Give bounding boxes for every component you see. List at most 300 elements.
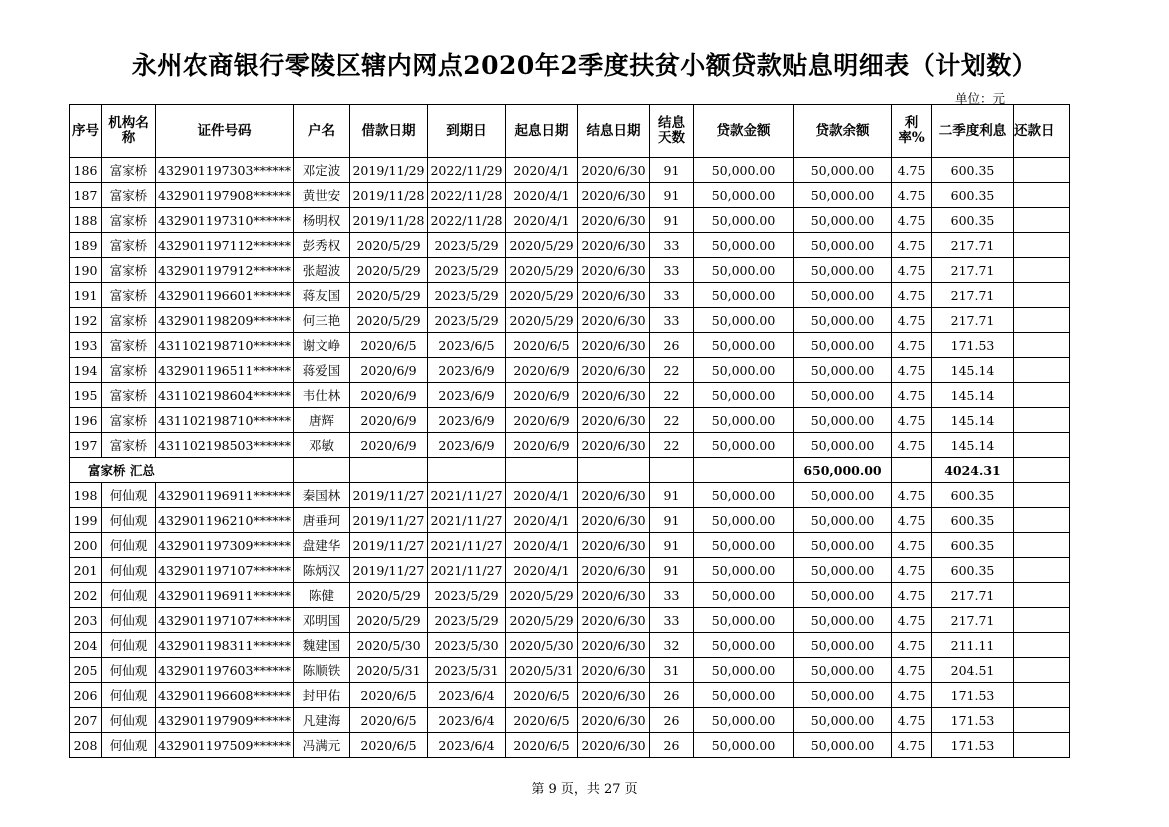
cell-amount: 50,000.00 xyxy=(694,483,794,508)
cell-balance: 50,000.00 xyxy=(794,408,892,433)
empty-cell xyxy=(694,458,794,483)
cell-interest: 600.35 xyxy=(932,208,1014,233)
cell-end: 2020/6/30 xyxy=(578,208,650,233)
cell-rate: 4.75 xyxy=(892,158,932,183)
cell-start: 2020/4/1 xyxy=(506,558,578,583)
cell-org: 富家桥 xyxy=(102,208,156,233)
cell-interest: 145.14 xyxy=(932,358,1014,383)
cell-id: 432901196911****** xyxy=(156,483,294,508)
cell-due: 2023/6/4 xyxy=(428,683,506,708)
cell-no: 195 xyxy=(70,383,102,408)
table-row xyxy=(70,658,1070,683)
cell-name: 凡建海 xyxy=(294,708,350,733)
cell-balance: 50,000.00 xyxy=(794,158,892,183)
cell-loan-date: 2020/6/5 xyxy=(350,683,428,708)
cell-id: 431102198503****** xyxy=(156,433,294,458)
cell-balance: 50,000.00 xyxy=(794,383,892,408)
cell-org: 何仙观 xyxy=(102,533,156,558)
cell-loan-date: 2020/6/5 xyxy=(350,333,428,358)
table-row xyxy=(70,308,1070,333)
cell-interest: 145.14 xyxy=(932,433,1014,458)
cell-interest: 217.71 xyxy=(932,233,1014,258)
cell-no: 189 xyxy=(70,233,102,258)
cell-org: 何仙观 xyxy=(102,733,156,758)
header-repay: 还款日 xyxy=(1014,105,1070,158)
cell-rate: 4.75 xyxy=(892,358,932,383)
cell-days: 33 xyxy=(650,608,694,633)
cell-no: 196 xyxy=(70,408,102,433)
cell-end: 2020/6/30 xyxy=(578,533,650,558)
cell-balance: 50,000.00 xyxy=(794,308,892,333)
table-row xyxy=(70,733,1070,758)
cell-end: 2020/6/30 xyxy=(578,283,650,308)
cell-interest: 600.35 xyxy=(932,183,1014,208)
cell-due: 2023/6/9 xyxy=(428,408,506,433)
cell-repay xyxy=(1014,733,1070,758)
cell-interest: 600.35 xyxy=(932,483,1014,508)
table-row xyxy=(70,483,1070,508)
cell-start: 2020/4/1 xyxy=(506,508,578,533)
cell-balance: 50,000.00 xyxy=(794,558,892,583)
cell-start: 2020/6/9 xyxy=(506,383,578,408)
cell-org: 富家桥 xyxy=(102,408,156,433)
table-row xyxy=(70,608,1070,633)
header-name: 户名 xyxy=(294,105,350,158)
cell-start: 2020/4/1 xyxy=(506,158,578,183)
cell-repay xyxy=(1014,383,1070,408)
cell-org: 富家桥 xyxy=(102,158,156,183)
cell-repay xyxy=(1014,533,1070,558)
cell-rate: 4.75 xyxy=(892,558,932,583)
cell-start: 2020/4/1 xyxy=(506,483,578,508)
table-row xyxy=(70,158,1070,183)
cell-due: 2022/11/29 xyxy=(428,158,506,183)
cell-interest: 211.11 xyxy=(932,633,1014,658)
cell-id: 432901196210****** xyxy=(156,508,294,533)
cell-no: 188 xyxy=(70,208,102,233)
cell-id: 432901197509****** xyxy=(156,733,294,758)
table-row xyxy=(70,333,1070,358)
cell-rate: 4.75 xyxy=(892,658,932,683)
cell-name: 盘建华 xyxy=(294,533,350,558)
cell-loan-date: 2020/5/29 xyxy=(350,308,428,333)
cell-name: 彭秀权 xyxy=(294,233,350,258)
cell-loan-date: 2020/5/29 xyxy=(350,233,428,258)
cell-repay xyxy=(1014,608,1070,633)
cell-amount: 50,000.00 xyxy=(694,158,794,183)
table-row xyxy=(70,708,1070,733)
page-title: 永州农商银行零陵区辖内网点2020年2季度扶贫小额贷款贴息明细表（计划数） xyxy=(131,51,1038,80)
cell-id: 432901197303****** xyxy=(156,158,294,183)
cell-days: 91 xyxy=(650,183,694,208)
cell-org: 富家桥 xyxy=(102,383,156,408)
cell-id: 432901198209****** xyxy=(156,308,294,333)
cell-interest: 600.35 xyxy=(932,158,1014,183)
header-rate-text: 利率% xyxy=(898,115,925,146)
cell-org: 何仙观 xyxy=(102,558,156,583)
cell-loan-date: 2019/11/29 xyxy=(350,158,428,183)
cell-end: 2020/6/30 xyxy=(578,483,650,508)
cell-no: 206 xyxy=(70,683,102,708)
cell-due: 2023/5/30 xyxy=(428,633,506,658)
cell-rate: 4.75 xyxy=(892,308,932,333)
cell-rate: 4.75 xyxy=(892,333,932,358)
cell-due: 2023/5/29 xyxy=(428,233,506,258)
cell-balance: 50,000.00 xyxy=(794,358,892,383)
cell-days: 26 xyxy=(650,333,694,358)
cell-repay xyxy=(1014,183,1070,208)
cell-loan-date: 2019/11/27 xyxy=(350,483,428,508)
cell-end: 2020/6/30 xyxy=(578,583,650,608)
cell-end: 2020/6/30 xyxy=(578,558,650,583)
cell-loan-date: 2020/5/31 xyxy=(350,658,428,683)
cell-no: 191 xyxy=(70,283,102,308)
cell-end: 2020/6/30 xyxy=(578,433,650,458)
page-footer: 第 9 页，共 27 页 xyxy=(531,782,638,797)
cell-rate: 4.75 xyxy=(892,233,932,258)
cell-name: 陈健 xyxy=(294,583,350,608)
empty-cell xyxy=(578,458,650,483)
cell-start: 2020/4/1 xyxy=(506,183,578,208)
cell-start: 2020/5/29 xyxy=(506,608,578,633)
cell-repay xyxy=(1014,483,1070,508)
table-row xyxy=(70,283,1070,308)
cell-balance: 50,000.00 xyxy=(794,608,892,633)
cell-id: 432901198311****** xyxy=(156,633,294,658)
cell-repay xyxy=(1014,358,1070,383)
cell-name: 邓敏 xyxy=(294,433,350,458)
header-loan-date: 借款日期 xyxy=(350,105,428,158)
cell-end: 2020/6/30 xyxy=(578,608,650,633)
cell-amount: 50,000.00 xyxy=(694,308,794,333)
cell-no: 200 xyxy=(70,533,102,558)
cell-due: 2021/11/27 xyxy=(428,483,506,508)
cell-repay xyxy=(1014,658,1070,683)
cell-end: 2020/6/30 xyxy=(578,383,650,408)
cell-balance: 50,000.00 xyxy=(794,233,892,258)
cell-id: 431102198604****** xyxy=(156,383,294,408)
header-org xyxy=(102,105,156,158)
cell-balance: 50,000.00 xyxy=(794,533,892,558)
cell-no: 201 xyxy=(70,558,102,583)
empty-cell xyxy=(294,458,350,483)
cell-rate: 4.75 xyxy=(892,583,932,608)
cell-end: 2020/6/30 xyxy=(578,333,650,358)
cell-amount: 50,000.00 xyxy=(694,583,794,608)
cell-days: 22 xyxy=(650,383,694,408)
cell-no: 197 xyxy=(70,433,102,458)
table-row xyxy=(70,208,1070,233)
cell-id: 432901196601****** xyxy=(156,283,294,308)
cell-end: 2020/6/30 xyxy=(578,658,650,683)
cell-days: 91 xyxy=(650,158,694,183)
cell-end: 2020/6/30 xyxy=(578,633,650,658)
cell-balance: 50,000.00 xyxy=(794,333,892,358)
cell-due: 2023/6/9 xyxy=(428,433,506,458)
cell-days: 91 xyxy=(650,558,694,583)
cell-start: 2020/5/29 xyxy=(506,233,578,258)
cell-interest: 171.53 xyxy=(932,708,1014,733)
cell-id: 432901197603****** xyxy=(156,658,294,683)
cell-days: 33 xyxy=(650,308,694,333)
table-header-row xyxy=(70,105,1070,158)
cell-start: 2020/6/9 xyxy=(506,408,578,433)
header-start: 起息日期 xyxy=(506,105,578,158)
cell-days: 91 xyxy=(650,208,694,233)
cell-no: 203 xyxy=(70,608,102,633)
cell-amount: 50,000.00 xyxy=(694,633,794,658)
cell-no: 187 xyxy=(70,183,102,208)
cell-rate: 4.75 xyxy=(892,183,932,208)
cell-end: 2020/6/30 xyxy=(578,733,650,758)
cell-interest: 204.51 xyxy=(932,658,1014,683)
cell-repay xyxy=(1014,683,1070,708)
cell-start: 2020/6/5 xyxy=(506,733,578,758)
cell-org: 何仙观 xyxy=(102,483,156,508)
cell-rate: 4.75 xyxy=(892,208,932,233)
cell-balance: 50,000.00 xyxy=(794,183,892,208)
unit-label: 单位：元 xyxy=(954,91,1005,106)
cell-loan-date: 2019/11/27 xyxy=(350,533,428,558)
cell-repay xyxy=(1014,283,1070,308)
cell-amount: 50,000.00 xyxy=(694,608,794,633)
header-days-text: 结息天数 xyxy=(658,115,685,146)
cell-rate: 4.75 xyxy=(892,708,932,733)
cell-days: 22 xyxy=(650,358,694,383)
cell-name: 唐垂珂 xyxy=(294,508,350,533)
cell-repay xyxy=(1014,558,1070,583)
cell-due: 2023/6/5 xyxy=(428,333,506,358)
empty-cell xyxy=(506,458,578,483)
cell-days: 26 xyxy=(650,683,694,708)
cell-id: 432901196608****** xyxy=(156,683,294,708)
cell-no: 204 xyxy=(70,633,102,658)
table-row xyxy=(70,383,1070,408)
header-days xyxy=(650,105,694,158)
cell-amount: 50,000.00 xyxy=(694,558,794,583)
cell-start: 2020/5/29 xyxy=(506,308,578,333)
cell-name: 何三艳 xyxy=(294,308,350,333)
cell-loan-date: 2020/6/5 xyxy=(350,733,428,758)
cell-rate: 4.75 xyxy=(892,383,932,408)
cell-balance: 50,000.00 xyxy=(794,708,892,733)
cell-no: 199 xyxy=(70,508,102,533)
cell-due: 2023/6/4 xyxy=(428,708,506,733)
header-due: 到期日 xyxy=(428,105,506,158)
cell-days: 22 xyxy=(650,408,694,433)
cell-id: 432901197107****** xyxy=(156,608,294,633)
cell-name: 谢文峥 xyxy=(294,333,350,358)
cell-no: 192 xyxy=(70,308,102,333)
cell-interest: 217.71 xyxy=(932,608,1014,633)
cell-rate: 4.75 xyxy=(892,258,932,283)
header-no: 序号 xyxy=(70,105,102,158)
header-balance: 贷款余额 xyxy=(794,105,892,158)
cell-no: 198 xyxy=(70,483,102,508)
cell-due: 2022/11/28 xyxy=(428,183,506,208)
cell-id: 432901197908****** xyxy=(156,183,294,208)
cell-repay xyxy=(1014,258,1070,283)
cell-days: 26 xyxy=(650,733,694,758)
cell-org: 富家桥 xyxy=(102,308,156,333)
cell-name: 蒋爱国 xyxy=(294,358,350,383)
cell-name: 韦仕林 xyxy=(294,383,350,408)
cell-due: 2021/11/27 xyxy=(428,558,506,583)
cell-loan-date: 2019/11/28 xyxy=(350,183,428,208)
cell-repay xyxy=(1014,408,1070,433)
cell-id: 432901196911****** xyxy=(156,583,294,608)
cell-end: 2020/6/30 xyxy=(578,158,650,183)
subtotal-balance: 650,000.00 xyxy=(794,458,892,483)
cell-name: 黄世安 xyxy=(294,183,350,208)
header-end: 结息日期 xyxy=(578,105,650,158)
cell-loan-date: 2019/11/27 xyxy=(350,558,428,583)
cell-end: 2020/6/30 xyxy=(578,358,650,383)
table-row xyxy=(70,358,1070,383)
cell-name: 陈顺铁 xyxy=(294,658,350,683)
empty-cell xyxy=(650,458,694,483)
cell-loan-date: 2020/5/29 xyxy=(350,608,428,633)
cell-rate: 4.75 xyxy=(892,283,932,308)
cell-days: 91 xyxy=(650,508,694,533)
cell-amount: 50,000.00 xyxy=(694,383,794,408)
cell-end: 2020/6/30 xyxy=(578,233,650,258)
empty-cell xyxy=(350,458,428,483)
cell-amount: 50,000.00 xyxy=(694,258,794,283)
cell-balance: 50,000.00 xyxy=(794,258,892,283)
cell-org: 富家桥 xyxy=(102,233,156,258)
cell-id: 432901197112****** xyxy=(156,233,294,258)
cell-loan-date: 2020/6/9 xyxy=(350,383,428,408)
cell-interest: 171.53 xyxy=(932,333,1014,358)
cell-days: 33 xyxy=(650,258,694,283)
cell-due: 2023/5/29 xyxy=(428,283,506,308)
cell-org: 何仙观 xyxy=(102,508,156,533)
cell-interest: 600.35 xyxy=(932,533,1014,558)
cell-start: 2020/5/29 xyxy=(506,283,578,308)
cell-rate: 4.75 xyxy=(892,483,932,508)
cell-no: 208 xyxy=(70,733,102,758)
cell-org: 富家桥 xyxy=(102,283,156,308)
cell-amount: 50,000.00 xyxy=(694,508,794,533)
cell-id: 431102198710****** xyxy=(156,408,294,433)
interest-table xyxy=(69,104,1070,758)
cell-start: 2020/4/1 xyxy=(506,533,578,558)
cell-due: 2021/11/27 xyxy=(428,508,506,533)
cell-org: 富家桥 xyxy=(102,333,156,358)
cell-start: 2020/5/30 xyxy=(506,633,578,658)
cell-days: 22 xyxy=(650,433,694,458)
cell-days: 33 xyxy=(650,233,694,258)
cell-loan-date: 2020/5/30 xyxy=(350,633,428,658)
table-row xyxy=(70,183,1070,208)
cell-id: 431102198710****** xyxy=(156,333,294,358)
cell-rate: 4.75 xyxy=(892,733,932,758)
cell-name: 唐辉 xyxy=(294,408,350,433)
table-row xyxy=(70,508,1070,533)
cell-amount: 50,000.00 xyxy=(694,408,794,433)
cell-start: 2020/6/5 xyxy=(506,333,578,358)
cell-interest: 217.71 xyxy=(932,283,1014,308)
header-rate xyxy=(892,105,932,158)
cell-amount: 50,000.00 xyxy=(694,708,794,733)
cell-no: 190 xyxy=(70,258,102,283)
cell-id: 432901197909****** xyxy=(156,708,294,733)
cell-rate: 4.75 xyxy=(892,533,932,558)
cell-repay xyxy=(1014,208,1070,233)
cell-end: 2020/6/30 xyxy=(578,508,650,533)
cell-org: 何仙观 xyxy=(102,583,156,608)
cell-no: 194 xyxy=(70,358,102,383)
cell-due: 2023/5/29 xyxy=(428,258,506,283)
empty-cell xyxy=(892,458,932,483)
cell-name: 邓明国 xyxy=(294,608,350,633)
cell-start: 2020/5/31 xyxy=(506,658,578,683)
cell-loan-date: 2020/6/9 xyxy=(350,408,428,433)
cell-amount: 50,000.00 xyxy=(694,358,794,383)
subtotal-interest: 4024.31 xyxy=(932,458,1014,483)
cell-id: 432901196511****** xyxy=(156,358,294,383)
cell-days: 32 xyxy=(650,633,694,658)
cell-name: 张超波 xyxy=(294,258,350,283)
subtotal-label: 富家桥 汇总 xyxy=(70,458,294,483)
cell-loan-date: 2020/5/29 xyxy=(350,283,428,308)
cell-org: 富家桥 xyxy=(102,183,156,208)
cell-end: 2020/6/30 xyxy=(578,258,650,283)
cell-amount: 50,000.00 xyxy=(694,533,794,558)
table-row xyxy=(70,683,1070,708)
cell-loan-date: 2020/6/5 xyxy=(350,708,428,733)
cell-balance: 50,000.00 xyxy=(794,583,892,608)
cell-balance: 50,000.00 xyxy=(794,283,892,308)
cell-name: 邓定波 xyxy=(294,158,350,183)
table-row xyxy=(70,233,1070,258)
empty-cell xyxy=(1014,458,1070,483)
cell-rate: 4.75 xyxy=(892,608,932,633)
table-row xyxy=(70,258,1070,283)
cell-loan-date: 2020/6/9 xyxy=(350,358,428,383)
cell-interest: 171.53 xyxy=(932,733,1014,758)
cell-org: 何仙观 xyxy=(102,708,156,733)
cell-interest: 217.71 xyxy=(932,583,1014,608)
table-row xyxy=(70,633,1070,658)
cell-id: 432901197107****** xyxy=(156,558,294,583)
cell-rate: 4.75 xyxy=(892,683,932,708)
cell-no: 207 xyxy=(70,708,102,733)
cell-start: 2020/5/29 xyxy=(506,583,578,608)
cell-balance: 50,000.00 xyxy=(794,683,892,708)
table-row xyxy=(70,408,1070,433)
cell-loan-date: 2020/5/29 xyxy=(350,258,428,283)
cell-id: 432901197310****** xyxy=(156,208,294,233)
cell-interest: 600.35 xyxy=(932,558,1014,583)
cell-repay xyxy=(1014,708,1070,733)
cell-repay xyxy=(1014,233,1070,258)
table-row xyxy=(70,583,1070,608)
cell-due: 2023/5/29 xyxy=(428,308,506,333)
header-amount: 贷款金额 xyxy=(694,105,794,158)
cell-start: 2020/6/5 xyxy=(506,708,578,733)
header-org-text: 机构名称 xyxy=(108,115,149,146)
cell-no: 202 xyxy=(70,583,102,608)
cell-no: 205 xyxy=(70,658,102,683)
cell-start: 2020/6/9 xyxy=(506,358,578,383)
cell-balance: 50,000.00 xyxy=(794,658,892,683)
cell-amount: 50,000.00 xyxy=(694,183,794,208)
cell-amount: 50,000.00 xyxy=(694,333,794,358)
cell-loan-date: 2020/6/9 xyxy=(350,433,428,458)
cell-due: 2023/5/31 xyxy=(428,658,506,683)
